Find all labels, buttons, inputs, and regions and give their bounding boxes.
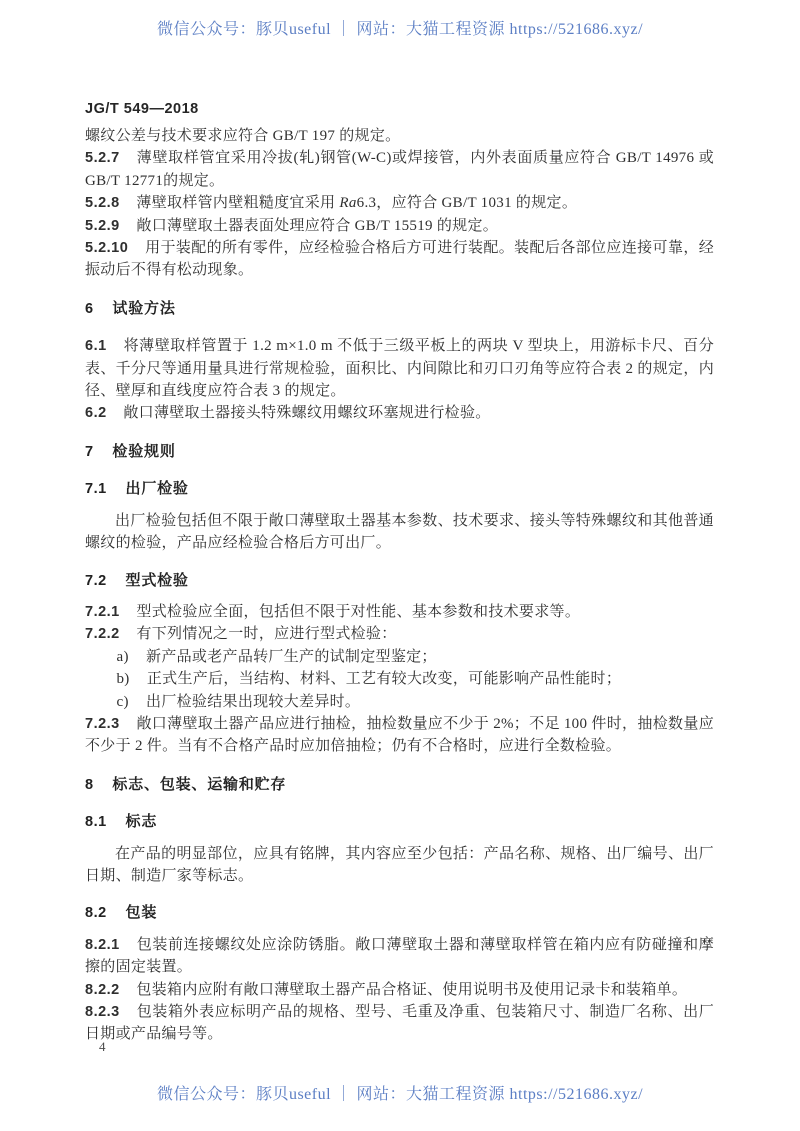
- clause-paragraph: [85, 192, 714, 214]
- clause-number: 5.2.7: [85, 150, 120, 167]
- clause-number: 6.2: [85, 405, 107, 422]
- section-heading: 8 标志、包装、运输和贮存: [85, 775, 287, 793]
- list-marker: a): [116, 648, 129, 665]
- clause-number: 7.2.1: [85, 603, 120, 620]
- clause-paragraph: 5.2.7 薄壁取样管宜采用冷拔(轧)钢管(W-C)或焊接管，内外表面质量应符合 GB/T 14976 或 GB/T 12771的规定。: [85, 150, 714, 189]
- clause-paragraph: 5.2.10 用于装配的所有零件，应经检验合格后方可进行装配。装配后各部位应连接可靠，经振动后不得有松动现象。: [85, 240, 714, 279]
- clause-number: 8.2.3: [85, 1004, 120, 1020]
- clause-number: 8.2.1: [85, 936, 120, 953]
- section-heading: 7 检验规则: [85, 442, 176, 460]
- page-number: 4: [99, 1039, 106, 1054]
- subsection-heading: 7.1 出厂检验: [85, 480, 189, 498]
- list-item: b) 正式生产后，当结构、材料、工艺有较大改变，可能影响产品性能时；: [116, 671, 622, 688]
- clause-paragraph: 7.2.2 有下列情况之一时，应进行型式检验：: [85, 626, 397, 643]
- list-marker: c): [116, 693, 129, 710]
- clause-number: 8.2.2: [85, 981, 120, 998]
- clause-number: 6.1: [85, 338, 107, 355]
- text-run: 薄壁取样管内壁粗糙度宜采用: [136, 195, 340, 212]
- list-item: c) 出厂检验结果出现较大差异时。: [116, 693, 361, 710]
- watermark-text: 微信公众号：豚贝useful ｜ 网站：大猫工程资源 https://521686.xyz/: [156, 1086, 644, 1103]
- clause-number: 8: [85, 776, 94, 793]
- list-marker: b): [116, 671, 130, 688]
- standard-number: JG/T 549—2018: [85, 101, 199, 117]
- clause-paragraph: 6.1 将薄壁取样管置于 1.2 m×1.0 m 不低于三级平板上的两块 V 型块上，用游标卡尺、百分表、千分尺等通用量具进行常规检验，面积比、内间隙比和刃口刃角等应符合表 2 的规定，内径、壁厚和直线度应符合表 3 的规定。: [85, 338, 714, 400]
- clause-paragraph: 7.2.1 型式检验应全面，包括但不限于对性能、基本参数和技术要求等。: [85, 603, 581, 620]
- clause-paragraph: 螺纹公差与技术要求应符合 GB/T 197 的规定。: [85, 128, 401, 144]
- clause-number: 7.2: [85, 572, 107, 589]
- text-run: 6.3，应符合 GB/T 1031 的规定。: [356, 195, 578, 212]
- watermark-top: [0, 16, 800, 39]
- clause-number: 7.2.2: [85, 626, 120, 643]
- clause-paragraph: 8.2.1 包装前连接螺纹处应涂防锈脂。敞口薄壁取土器和薄壁取样管在箱内应有防碰撞和摩擦的固定装置。: [85, 936, 714, 976]
- clause-paragraph: 6.2 敞口薄壁取土器接头特殊螺纹用螺纹环塞规进行检验。: [85, 405, 491, 422]
- section-heading: 6 试验方法: [85, 299, 176, 317]
- subsection-heading: 8.2 包装: [85, 904, 158, 922]
- subsection-heading: 7.2 型式检验: [85, 571, 189, 589]
- document-body: [85, 125, 714, 1046]
- subsection-heading: 8.1 标志: [85, 813, 158, 831]
- clause-paragraph: 7.2.3 敞口薄壁取土器产品应进行抽检，抽检数量应不少于 2%；不足 100 件时，抽检数量应不少于 2 件。当有不合格产品时应加倍抽检；仍有不合格时，应进行全数检验。: [85, 715, 714, 755]
- text-run: Ra: [339, 195, 357, 212]
- clause-number: 5.2.8: [85, 195, 120, 212]
- clause-number: 5.2.10: [85, 240, 129, 257]
- clause-number: 8.1: [85, 814, 107, 831]
- clause-number: 7.2.3: [85, 715, 120, 732]
- clause-number: 7.1: [85, 481, 107, 498]
- clause-number: 7: [85, 443, 94, 460]
- body-paragraph: 出厂检验包括但不限于敞口薄壁取土器基本参数、技术要求、接头等特殊螺纹和其他普通螺纹的检验，产品应经检验合格后方可出厂。: [85, 512, 714, 552]
- clause-paragraph: 8.2.3 包装箱外表应标明产品的规格、型号、毛重及净重、包装箱尺寸、制造厂名称、出厂日期或产品编号等。: [85, 1004, 714, 1043]
- watermark-text: 微信公众号：豚贝useful ｜ 网站：大猫工程资源 https://521686.xyz/: [156, 21, 644, 38]
- clause-paragraph: 5.2.9 敞口薄壁取土器表面处理应符合 GB/T 15519 的规定。: [85, 217, 499, 234]
- body-paragraph: 在产品的明显部位，应具有铭牌，其内容应至少包括：产品名称、规格、出厂编号、出厂日期、制造厂家等标志。: [85, 845, 714, 884]
- list-item: a) 新产品或老产品转厂生产的试制定型鉴定；: [116, 648, 437, 665]
- clause-paragraph: 8.2.2 包装箱内应附有敞口薄壁取土器产品合格证、使用说明书及使用记录卡和装箱单。: [85, 981, 688, 998]
- watermark-bottom: [0, 1081, 800, 1104]
- clause-number: 5.2.9: [85, 217, 120, 234]
- clause-number: 8.2: [85, 905, 107, 922]
- clause-number: 6: [85, 300, 94, 317]
